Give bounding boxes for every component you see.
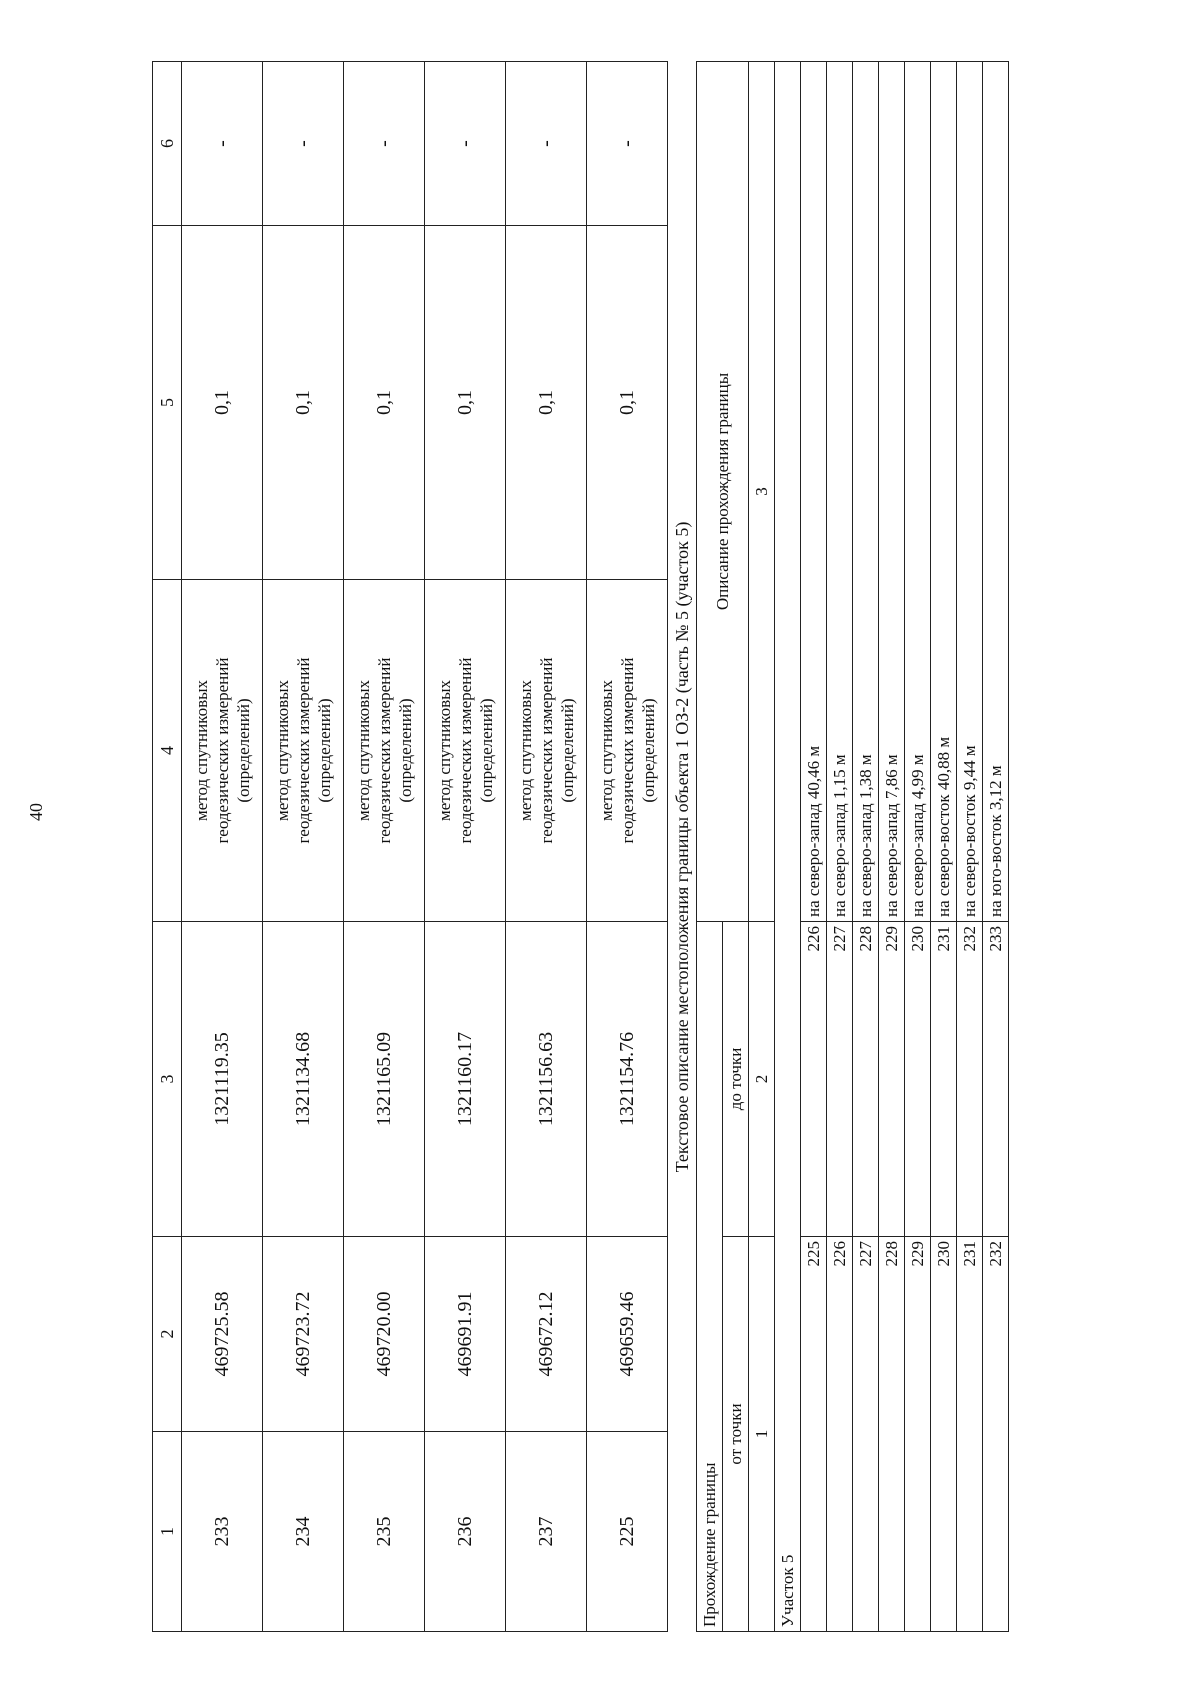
boundary-description-table	[696, 61, 1009, 1632]
method-line: геодезических измерений	[374, 657, 394, 844]
accuracy: 0,1	[344, 226, 425, 580]
coordinate-y: 1321119.35	[182, 922, 263, 1237]
from-point: 228	[879, 1237, 905, 1632]
table-row	[587, 62, 668, 1632]
column-number: 1	[749, 1237, 775, 1632]
column-number: 5	[153, 226, 182, 580]
method-line: (определений)	[233, 698, 253, 803]
coordinate-y: 1321156.63	[506, 922, 587, 1237]
note: -	[344, 62, 425, 226]
method-line: (определений)	[395, 698, 415, 803]
column-number: 3	[749, 61, 775, 921]
table-row	[801, 61, 827, 1631]
boundary-description: на северо-запад 1,15 м	[827, 61, 853, 921]
boundary-description: на северо-запад 7,86 м	[879, 61, 905, 921]
to-point: 227	[827, 921, 853, 1236]
to-point: 228	[853, 921, 879, 1236]
column-number-row	[153, 62, 182, 1632]
table-row	[983, 61, 1009, 1631]
boundary-description: на северо-запад 1,38 м	[853, 61, 879, 921]
boundary-description: на северо-запад 40,46 м	[801, 61, 827, 921]
table-row	[827, 61, 853, 1631]
from-point: 227	[853, 1237, 879, 1632]
method-line: метод спутниковых	[434, 679, 454, 822]
point-number: 234	[263, 1432, 344, 1632]
point-number: 236	[425, 1432, 506, 1632]
section-row	[775, 61, 801, 1631]
from-point: 225	[801, 1237, 827, 1632]
rotated-document-body	[152, 62, 1047, 1632]
header-description: Описание прохождения границы	[697, 61, 749, 921]
coordinate-x: 469720.00	[344, 1237, 425, 1432]
from-point: 232	[983, 1237, 1009, 1632]
method-line: геодезических измерений	[293, 657, 313, 844]
coordinate-x: 469723.72	[263, 1237, 344, 1432]
method-line: (определений)	[557, 698, 577, 803]
coordinates-table	[152, 61, 668, 1632]
column-number: 2	[749, 921, 775, 1236]
table-row	[425, 62, 506, 1632]
to-point: 230	[905, 921, 931, 1236]
to-point: 226	[801, 921, 827, 1236]
description-table-caption: Текстовое описание местоположения границы объекта 1 ОЗ-2 (часть № 5 (участок 5)	[672, 521, 692, 1173]
method-cell	[263, 580, 344, 922]
method-cell	[182, 580, 263, 922]
coordinate-x: 469659.46	[587, 1237, 668, 1432]
method-line: (определений)	[314, 698, 334, 803]
point-number: 233	[182, 1432, 263, 1632]
boundary-description: на северо-восток 40,88 м	[931, 61, 957, 921]
point-number: 235	[344, 1432, 425, 1632]
page-number: 40	[25, 803, 46, 821]
table-row	[905, 61, 931, 1631]
accuracy: 0,1	[182, 226, 263, 580]
table-row	[879, 61, 905, 1631]
method-line: метод спутниковых	[596, 679, 616, 822]
point-number: 225	[587, 1432, 668, 1632]
header-from: от точки	[723, 1237, 749, 1632]
coordinate-y: 1321134.68	[263, 922, 344, 1237]
coordinate-x: 469725.58	[182, 1237, 263, 1432]
method-cell	[425, 580, 506, 922]
accuracy: 0,1	[506, 226, 587, 580]
to-point: 232	[957, 921, 983, 1236]
method-line: метод спутниковых	[191, 679, 211, 822]
coordinate-x: 469691.91	[425, 1237, 506, 1432]
header-row	[697, 61, 723, 1631]
boundary-description: на северо-восток 9,44 м	[957, 61, 983, 921]
to-point: 233	[983, 921, 1009, 1236]
note: -	[506, 62, 587, 226]
method-line: метод спутниковых	[515, 679, 535, 822]
column-number: 3	[153, 922, 182, 1237]
table-row	[506, 62, 587, 1632]
note: -	[263, 62, 344, 226]
to-point: 231	[931, 921, 957, 1236]
from-point: 230	[931, 1237, 957, 1632]
section-label: Участок 5	[775, 61, 801, 1631]
header-to: до точки	[723, 921, 749, 1236]
boundary-description: на северо-запад 4,99 м	[905, 61, 931, 921]
coordinate-y: 1321160.17	[425, 922, 506, 1237]
method-cell	[506, 580, 587, 922]
method-line: (определений)	[476, 698, 496, 803]
table-row	[853, 61, 879, 1631]
from-point: 226	[827, 1237, 853, 1632]
method-line: (определений)	[638, 698, 658, 803]
coordinate-y: 1321165.09	[344, 922, 425, 1237]
method-line: геодезических измерений	[455, 657, 475, 844]
accuracy: 0,1	[587, 226, 668, 580]
from-point: 231	[957, 1237, 983, 1632]
table-row	[182, 62, 263, 1632]
method-cell	[587, 580, 668, 922]
table-row	[263, 62, 344, 1632]
point-number: 237	[506, 1432, 587, 1632]
coordinate-y: 1321154.76	[587, 922, 668, 1237]
header-passage: Прохождение границы	[697, 921, 723, 1631]
column-number: 4	[153, 580, 182, 922]
note: -	[425, 62, 506, 226]
method-line: метод спутниковых	[353, 679, 373, 822]
method-line: геодезических измерений	[617, 657, 637, 844]
accuracy: 0,1	[425, 226, 506, 580]
from-point: 229	[905, 1237, 931, 1632]
table-row	[931, 61, 957, 1631]
note: -	[587, 62, 668, 226]
column-number: 1	[153, 1432, 182, 1632]
method-line: метод спутниковых	[272, 679, 292, 822]
boundary-description: на юго-восток 3,12 м	[983, 61, 1009, 921]
accuracy: 0,1	[263, 226, 344, 580]
method-cell	[344, 580, 425, 922]
table-row	[957, 61, 983, 1631]
note: -	[182, 62, 263, 226]
to-point: 229	[879, 921, 905, 1236]
column-number-row	[749, 61, 775, 1631]
column-number: 6	[153, 62, 182, 226]
column-number: 2	[153, 1237, 182, 1432]
method-line: геодезических измерений	[212, 657, 232, 844]
coordinate-x: 469672.12	[506, 1237, 587, 1432]
method-line: геодезических измерений	[536, 657, 556, 844]
table-row	[344, 62, 425, 1632]
